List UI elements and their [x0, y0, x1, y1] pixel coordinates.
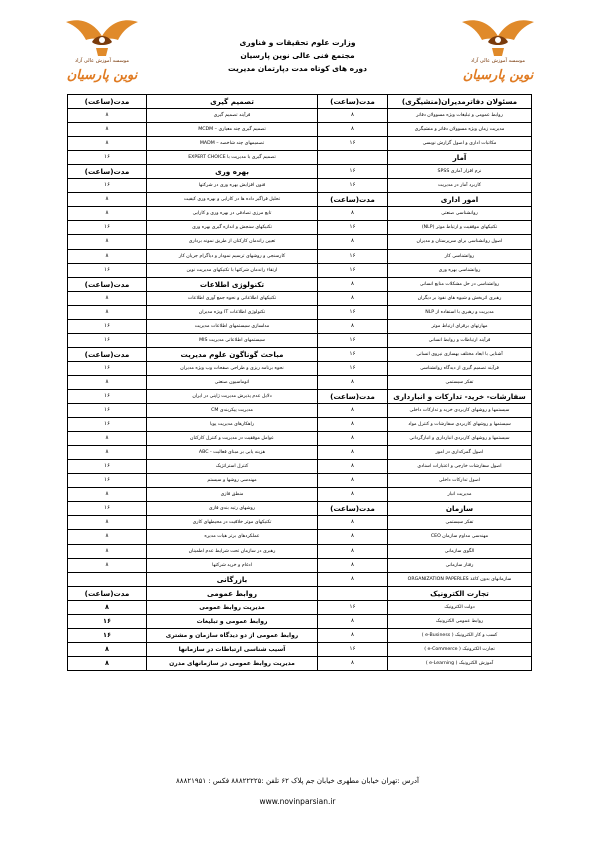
course-cell: مدیریت زمان ویژه مسوولان دفاتر و منشیگری: [388, 123, 532, 137]
table-row: [68, 600, 532, 614]
table-row: [68, 109, 532, 123]
duration-cell: ۸: [318, 319, 388, 333]
logo-caption: موسسه آموزش عالی آزاد: [470, 58, 526, 64]
course-cell: سفارشات- خرید- تدارکات و انبارداری: [388, 389, 532, 403]
logo-name: نوین پارسیان: [462, 68, 534, 83]
course-cell: کسب و کار الکترونیک ( e-Business ): [388, 628, 532, 642]
duration-cell: ۸: [68, 305, 147, 319]
duration-cell: ۱۶: [318, 221, 388, 235]
duration-cell: ۸: [68, 516, 147, 530]
course-cell: مسئولان دفاترمدیران(منشیگری): [388, 95, 532, 109]
duration-cell: ۸: [68, 446, 147, 460]
course-cell: آمار: [388, 151, 532, 165]
duration-cell: ۱۶: [68, 474, 147, 488]
institute-title: مجتمع فنی عالی نوین پارسیان: [240, 51, 355, 60]
course-cell: تصمیم گیری: [147, 95, 318, 109]
table-row: [68, 572, 532, 586]
duration-cell: ۸: [68, 249, 147, 263]
duration-cell: ۱۶: [68, 404, 147, 418]
department-title: دوره های کوتاه مدت دپارتمان مدیریت: [228, 64, 367, 73]
duration-cell: ۸: [318, 628, 388, 642]
course-cell: مدیریت و رهبری با استفاده از NLP: [388, 305, 532, 319]
duration-cell: ۸: [318, 488, 388, 502]
duration-cell: ۸: [68, 530, 147, 544]
duration-cell: ۱۶: [318, 333, 388, 347]
duration-cell: [68, 572, 147, 586]
page-header: [160, 36, 435, 75]
table-row: [68, 586, 532, 600]
table-row: [68, 249, 532, 263]
table-row: [68, 460, 532, 474]
course-cell: روابط عمومی: [147, 586, 318, 600]
duration-cell: ۸: [68, 544, 147, 558]
duration-cell: ۱۶: [318, 179, 388, 193]
logo-name: نوین پارسیان: [66, 68, 138, 83]
logo-left: [62, 14, 142, 98]
course-cell: نرم افزار آماری SPSS: [388, 165, 532, 179]
course-cell: دلایل عدم پذیرش مدیریت ژاپنی در ایران: [147, 389, 318, 403]
table-row: [68, 263, 532, 277]
duration-cell: ۱۶: [68, 263, 147, 277]
course-cell: راهکارهای مدیریت پویا: [147, 418, 318, 432]
duration-cell: ۱۶: [68, 389, 147, 403]
course-cell: کنترل استراتژیک: [147, 460, 318, 474]
footer-address: آدرس :تهران خیابان مطهری خیابان جم پلاک ۶۲ تلفن :۸۸۸۲۲۲۲۵ فکس : ۸۸۸۲۱۹۵۱: [176, 777, 419, 785]
course-cell: ادغام و خرید شرکتها: [147, 558, 318, 572]
duration-cell: ۱۶: [68, 179, 147, 193]
duration-cell: ۸: [68, 600, 147, 614]
course-cell: فرآیند تصمیم گیری: [147, 109, 318, 123]
duration-cell: ۱۶: [318, 642, 388, 656]
duration-cell: ۸: [68, 137, 147, 151]
table-row: [68, 474, 532, 488]
table-row: [68, 277, 532, 291]
duration-cell: ۸: [318, 404, 388, 418]
table-row: [68, 221, 532, 235]
course-cell: مهندسی روشها و سیستم: [147, 474, 318, 488]
table-row: [68, 614, 532, 628]
duration-cell: ۸: [68, 558, 147, 572]
course-cell: الگوی سازمانی: [388, 544, 532, 558]
duration-cell: ۸: [318, 530, 388, 544]
duration-cell: ۸: [318, 109, 388, 123]
duration-cell: ۱۶: [318, 249, 388, 263]
table-row: [68, 319, 532, 333]
course-cell: کاربرد آمار در مدیریت: [388, 179, 532, 193]
duration-cell: ۸: [318, 614, 388, 628]
duration-cell: ۱۶: [68, 418, 147, 432]
course-cell: تکنیکهای سنجش و اندازه گیری بهره وری: [147, 221, 318, 235]
course-cell: بهره وری: [147, 165, 318, 179]
duration-cell: ۱۶: [318, 137, 388, 151]
course-cell: تصمیمهای چند شاخصه – MADM: [147, 137, 318, 151]
duration-cell: ۸: [318, 375, 388, 389]
duration-cell: ۱۶: [68, 333, 147, 347]
duration-cell: ۸: [68, 375, 147, 389]
course-cell: عوامل موفقیت در مدیریت و کنترل کارکنان: [147, 432, 318, 446]
course-cell: تجارت الکترونیک: [388, 586, 532, 600]
table-row: [68, 642, 532, 656]
winged-emblem-icon: [62, 14, 142, 60]
duration-cell: مدت(ساعت): [318, 95, 388, 109]
duration-cell: ۸: [68, 432, 147, 446]
duration-cell: ۱۶: [68, 502, 147, 516]
duration-cell: ۸: [318, 235, 388, 249]
course-cell: روانشناسی صنعتی: [388, 207, 532, 221]
course-cell: سازمان: [388, 502, 532, 516]
duration-cell: ۸: [318, 418, 388, 432]
table-row: [68, 389, 532, 403]
course-cell: اصول گمرکداری در امور: [388, 446, 532, 460]
table-row: [68, 432, 532, 446]
table-row: [68, 151, 532, 165]
table-row: [68, 235, 532, 249]
duration-cell: ۱۶: [68, 221, 147, 235]
duration-cell: مدت(ساعت): [318, 502, 388, 516]
course-cell: عملکردهای برتر هیات مدیره: [147, 530, 318, 544]
duration-cell: مدت(ساعت): [318, 193, 388, 207]
table-row: [68, 123, 532, 137]
course-cell: آموزش الکترونیک ( e-Learning ): [388, 656, 532, 670]
duration-cell: ۱۶: [68, 460, 147, 474]
duration-cell: ۸: [318, 572, 388, 586]
table-row: [68, 375, 532, 389]
course-cell: تصمیم گیری چند معیاری – MCDM: [147, 123, 318, 137]
duration-cell: ۸: [318, 123, 388, 137]
duration-cell: ۸: [68, 656, 147, 670]
course-cell: تفکر سیستمی: [388, 516, 532, 530]
course-cell: تابع مرزی تصادفی در بهره وری و کارایی: [147, 207, 318, 221]
duration-cell: [318, 586, 388, 600]
ministry-title: وزارت علوم تحقیقات و فناوری: [239, 38, 356, 47]
course-cell: مهندسی مداوم سازمان CEO: [388, 530, 532, 544]
duration-cell: ۸: [318, 544, 388, 558]
course-cell: روانشناسی کار: [388, 249, 532, 263]
course-cell: روابط عمومی الکترونیک: [388, 614, 532, 628]
course-cell: سازمانهای بدون کاغذ ORGANIZATION PAPERLES: [388, 572, 532, 586]
course-cell: آسیب شناسی ارتباطات در سازمانها: [147, 642, 318, 656]
duration-cell: مدت(ساعت): [68, 95, 147, 109]
course-cell: منطق فازی: [147, 488, 318, 502]
course-cell: فرآیند تصمیم گیری از دیدگاه روانشناسی: [388, 361, 532, 375]
course-cell: بازرگانی: [147, 572, 318, 586]
winged-emblem-icon: [458, 14, 538, 60]
course-cell: هزینه یابی بر مبنای فعالیت - ABC: [147, 446, 318, 460]
course-cell: تجارت الکترونیک ( e-Commerce ): [388, 642, 532, 656]
course-cell: تکنیکهای اطلاعاتی و نحوه جمع آوری اطلاعات: [147, 291, 318, 305]
duration-cell: ۱۶: [68, 614, 147, 628]
duration-cell: ۸: [318, 656, 388, 670]
course-cell: روابط عمومی و تبلیغات: [147, 614, 318, 628]
table-row: [68, 446, 532, 460]
duration-cell: ۸: [68, 642, 147, 656]
duration-cell: ۱۶: [318, 305, 388, 319]
course-cell: کارسنجی و روشهای ترسیم نمودار و دیاگرام جریان کار: [147, 249, 318, 263]
course-cell: آشنایی با ابعاد مختلف بهسازی نیروی انسانی: [388, 347, 532, 361]
course-cell: سیستمها و روشهای کاربردی انبارداری و انبارگردانی: [388, 432, 532, 446]
duration-cell: ۸: [318, 207, 388, 221]
duration-cell: ۱۶: [318, 361, 388, 375]
table-row: [68, 530, 532, 544]
course-cell: تکنولوژی اطلاعات IT ویژه مدیران: [147, 305, 318, 319]
table-row: [68, 179, 532, 193]
course-cell: مهارتهای برقرای ارتباط موثر: [388, 319, 532, 333]
course-cell: اتوماسیون صنعتی: [147, 375, 318, 389]
course-cell: سیستمها و روشهای کاربردی خرید و تدارکات داخلی: [388, 404, 532, 418]
website-link[interactable]: www.novinparsian.ir: [259, 797, 336, 806]
course-cell: روانشناسی بهره وری: [388, 263, 532, 277]
course-cell: تحلیل فراگیر داده ها در کارایی و بهره وری کیفیت: [147, 193, 318, 207]
table-row: [68, 656, 532, 670]
table-row: [68, 193, 532, 207]
duration-cell: ۸: [318, 460, 388, 474]
table-row: [68, 558, 532, 572]
course-cell: اصول روانشناسی برای سرپرستان و مدیران: [388, 235, 532, 249]
duration-cell: ۸: [318, 446, 388, 460]
duration-cell: مدت(ساعت): [318, 389, 388, 403]
duration-cell: ۸: [68, 488, 147, 502]
table-row: [68, 207, 532, 221]
table-row: [68, 137, 532, 151]
course-cell: مدیریت پیکربندی CM: [147, 404, 318, 418]
duration-cell: ۸: [318, 277, 388, 291]
table-row: [68, 333, 532, 347]
duration-cell: ۸: [68, 291, 147, 305]
duration-cell: ۱۶: [318, 263, 388, 277]
duration-cell: ۱۶: [68, 319, 147, 333]
course-cell: ارتقاء راندمان شرکتها با تکنیکهای مدیریت نوین: [147, 263, 318, 277]
course-cell: سیستمها و روشهای کاربردی سفارشات و کنترل مواد: [388, 418, 532, 432]
table-row: [68, 291, 532, 305]
course-cell: روابط عمومی از دو دیدگاه سازمان و مشتری: [147, 628, 318, 642]
course-cell: روانشناسی در حل مشکلات منابع انسانی: [388, 277, 532, 291]
duration-cell: ۸: [318, 291, 388, 305]
course-cell: روشهای رتبه بندی فازی: [147, 502, 318, 516]
course-cell: فرآیند ارتباطات و روابط انسانی: [388, 333, 532, 347]
course-cell: مدیریت روابط عمومی: [147, 600, 318, 614]
course-cell: مدیریت انبار: [388, 488, 532, 502]
duration-cell: ۸: [318, 516, 388, 530]
table-row: [68, 404, 532, 418]
table-row: [68, 347, 532, 361]
courses-table: [67, 94, 532, 671]
course-cell: مدیریت روابط عمومی در سازمانهای مدرن: [147, 656, 318, 670]
course-cell: مدلسازی سیستمهای اطلاعات مدیریت: [147, 319, 318, 333]
duration-cell: مدت(ساعت): [68, 586, 147, 600]
table-row: [68, 516, 532, 530]
duration-cell: ۱۶: [68, 628, 147, 642]
course-cell: رهبری اثربخش و شیوه های نفوذ بر دیگران: [388, 291, 532, 305]
course-cell: اصول سفارشات خارجی و اعتبارات اسنادی: [388, 460, 532, 474]
duration-cell: مدت(ساعت): [68, 277, 147, 291]
table-row: [68, 165, 532, 179]
table-row: [68, 628, 532, 642]
course-cell: تکنیکهای موثر خلاقیت در محیطهای کاری: [147, 516, 318, 530]
course-cell: تکنیکهای موفقیت و ارتباط موثر (NLP): [388, 221, 532, 235]
course-cell: نحوه برنامه ریزی و طراحی صفحات وب ویژه مدیران: [147, 361, 318, 375]
table-row: [68, 418, 532, 432]
duration-cell: مدت(ساعت): [68, 347, 147, 361]
course-cell: رفتار سازمانی: [388, 558, 532, 572]
duration-cell: ۱۶: [318, 165, 388, 179]
course-cell: فنون افزایش بهره وری در شرکتها: [147, 179, 318, 193]
course-cell: تکنولوژی اطلاعات: [147, 277, 318, 291]
duration-cell: ۱۶: [68, 361, 147, 375]
duration-cell: ۸: [318, 558, 388, 572]
table-row: [68, 488, 532, 502]
table-row: [68, 502, 532, 516]
course-cell: مکاتبات اداری و اصول گزارش نویسی: [388, 137, 532, 151]
table-row: [68, 305, 532, 319]
duration-cell: ۸: [68, 193, 147, 207]
duration-cell: [318, 151, 388, 165]
course-cell: سیستمهای اطلاعاتی مدیریت MIS: [147, 333, 318, 347]
duration-cell: ۸: [68, 235, 147, 249]
logo-right: [458, 14, 538, 98]
course-cell: تصمیم گیری با مدیریت با EXPERT CHOICE: [147, 151, 318, 165]
course-cell: تفکر سیستمی: [388, 375, 532, 389]
duration-cell: مدت(ساعت): [68, 165, 147, 179]
course-cell: روابط عمومی و تبلیغات ویژه مسوولان دفاتر: [388, 109, 532, 123]
duration-cell: ۸: [68, 207, 147, 221]
course-cell: امور اداری: [388, 193, 532, 207]
logo-caption: موسسه آموزش عالی آزاد: [74, 58, 130, 64]
course-cell: دولت الکترونیک: [388, 600, 532, 614]
duration-cell: ۸: [318, 474, 388, 488]
course-cell: رهبری در سازمان تحت شرایط عدم اطمینان: [147, 544, 318, 558]
duration-cell: ۸: [68, 123, 147, 137]
duration-cell: ۱۶: [318, 347, 388, 361]
course-cell: تعیین راندمان کارکنان از طریق نمونه برداری: [147, 235, 318, 249]
course-cell: مباحث گوناگون علوم مدیریت: [147, 347, 318, 361]
duration-cell: ۱۶: [68, 151, 147, 165]
duration-cell: ۸: [68, 109, 147, 123]
table-row: [68, 544, 532, 558]
table-row: [68, 95, 532, 109]
duration-cell: ۱۶: [318, 600, 388, 614]
duration-cell: ۸: [318, 432, 388, 446]
course-cell: اصول تدارکات داخلی: [388, 474, 532, 488]
table-row: [68, 361, 532, 375]
